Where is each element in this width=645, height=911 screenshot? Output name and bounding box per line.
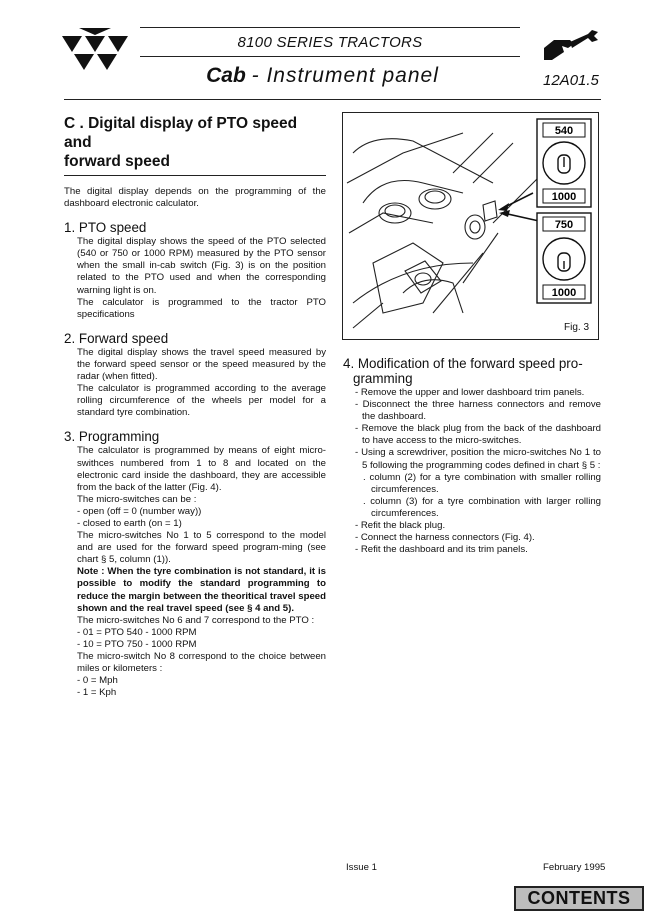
contents-button[interactable]: CONTENTS [514,886,644,911]
modification-substep: . column (2) for a tyre combination with smaller rolling circumferences. [363,471,601,495]
left-column [64,114,326,699]
page-title-bold: Cab [206,64,246,87]
section-c-intro: The digital display depends on the programming of the dashboard electronic calculator. [64,186,326,210]
programming-paragraph-4: The micro-switches No 6 and 7 correspond to the PTO : [77,614,315,626]
forward-speed-paragraph-1: The digital display shows the travel speed measured by the forward speed sensor or the speed measured by the radar (when fitted). [77,346,326,383]
programming-list-item: - open (off = 0 (number way)) [77,505,202,517]
figure-3 [342,112,599,340]
switch-1-top-label: 540 [554,125,574,137]
section-c-heading-line1: C . Digital display of PTO speed and [64,115,298,151]
programming-list-item: - 1 = Kph [77,687,117,699]
footer-date: February 1995 [543,862,606,873]
modification-heading [343,356,601,386]
section-c-heading [64,114,326,171]
modification-step: - Remove the black plug from the back of the dashboard to have access to the micro-switches. [355,423,601,447]
modification-step: - Refit the dashboard and its trim panels. [355,544,528,556]
programming-note: Note : When the tyre combination is not standard, it is possible to modify the standard programming to reduce the margin between the theoritical travel speed shown and the real travel speed (see § 4 and 5). [77,566,326,614]
forward-speed-heading: 2. Forward speed [64,330,169,346]
programming-list-item: - closed to earth (on = 1) [77,517,182,529]
pto-speed-heading: 1. PTO speed [64,220,147,236]
modification-step: - Connect the harness connectors (Fig. 4). [355,532,535,544]
pto-speed-paragraph-1: The digital display shows the speed of the PTO selected (540 or 750 or 1000 RPM) measured by the PTO sensor when the small in-cab switch (Fig. 3) is on the position related to the PTO used and when the corresponding warning light is on. [77,236,326,296]
modification-step: - Disconnect the three harness connectors and remove the dashboard. [355,399,601,423]
footer-issue: Issue 1 [346,862,377,873]
modification-substep: . column (3) for a tyre combination with larger rolling circumferences. [363,495,601,519]
programming-heading: 3. Programming [64,429,160,445]
programming-paragraph-1: The calculator is programmed by means of eight micro-swithces numbered from 1 to 8 and located on the electronic card inside the dashboard, they are accessible from the back of the latter (Fig. 4). [77,445,326,493]
programming-list-item: - 01 = PTO 540 - 1000 RPM [77,626,197,638]
switch-1-bottom-label: 1000 [551,191,577,203]
wrench-hand-icon [540,26,602,66]
section-c-heading-line2: forward speed [64,153,170,170]
programming-list-item: - 10 = PTO 750 - 1000 RPM [77,638,197,650]
programming-list-item: - 0 = Mph [77,675,118,687]
figure-3-caption: Fig. 3 [564,322,590,333]
switch-2-top-label: 750 [554,219,574,231]
programming-paragraph-5: The micro-switch No 8 correspond to the choice between miles or kilometers : [77,651,326,675]
header-rule-bottom [64,99,601,100]
header-rule-middle [140,56,520,57]
instrument-panel-illustration [343,113,598,339]
forward-speed-paragraph-2: The calculator is programmed according to the average rolling circumference of the wheels per model for a standard tyre combination. [77,383,326,419]
header-rule-top [140,27,520,28]
programming-paragraph-3: The micro-switches No 1 to 5 correspond to the model and are used for the forward speed program-ming (see chart § 5, column (1)). [77,530,326,566]
programming-paragraph-2: The micro-switches can be : [77,493,197,505]
page-code: 12A01.5 [543,72,599,89]
right-column [343,356,601,556]
modification-heading-line1: 4. Modification of the forward speed pro- [343,356,583,371]
series-title: 8100 SERIES TRACTORS [237,34,423,51]
modification-step: - Refit the black plug. [355,520,446,532]
modification-step: - Using a screwdriver, position the micro-switches No 1 to 5 following the programming codes defined in chart § 5 : [355,447,601,471]
section-separator [64,175,326,176]
pto-speed-paragraph-2: The calculator is programmed to the tractor PTO specifications [77,296,326,320]
page-title-rest: - Instrument panel [251,64,439,87]
switch-2-bottom-label: 1000 [551,287,577,299]
modification-heading-line2: gramming [353,371,413,386]
modification-step: - Remove the upper and lower dashboard trim panels. [355,387,585,398]
